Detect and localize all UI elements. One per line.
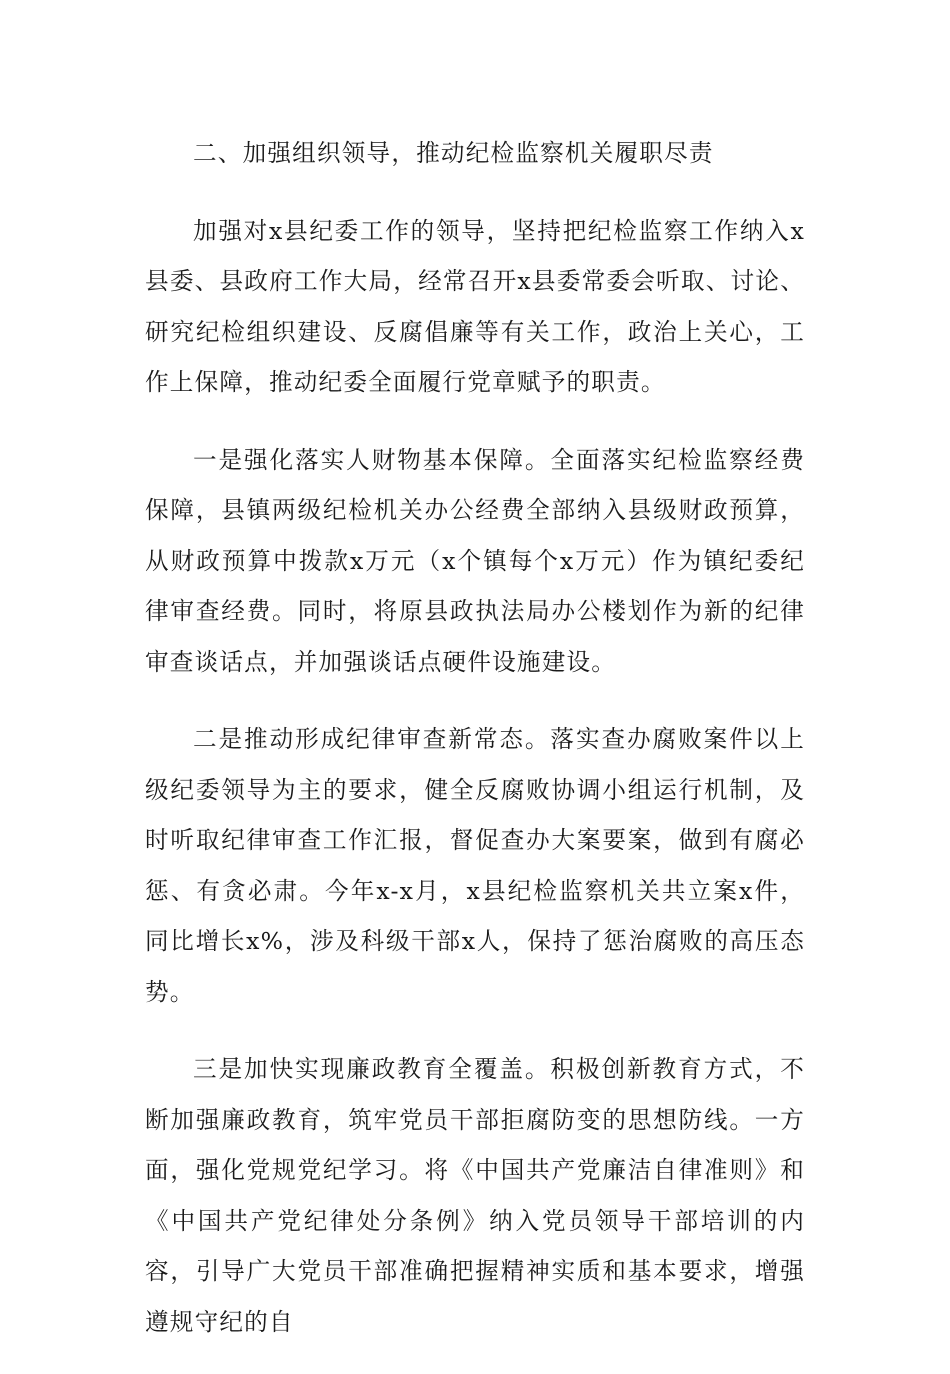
paragraph-point-two: 二是推动形成纪律审查新常态。落实查办腐败案件以上级纪委领导为主的要求，健全反腐败协调小组运行机制，及时听取纪律审查工作汇报，督促查办大案要案，做到有腐必惩、有贪必肃。今年x-x月，x县纪检监察机关共立案x件，同比增长x%，涉及科级干部x人，保持了惩治腐败的高压态势。 (145, 725, 805, 1006)
paragraph-point-one: 一是强化落实人财物基本保障。全面落实纪检监察经费保障，县镇两级纪检机关办公经费全部纳入县级财政预算，从财政预算中拨款x万元（x个镇每个x万元）作为镇纪委纪律审查经费。同时，将原县政执法局办公楼划作为新的纪律审查谈话点，并加强谈话点硬件设施建设。 (145, 445, 805, 676)
section-heading: 二、加强组织领导，推动纪检监察机关履职尽责 (193, 139, 714, 167)
document-body (145, 128, 805, 1374)
paragraph-point-three: 三是加快实现廉政教育全覆盖。积极创新教育方式，不断加强廉政教育，筑牢党员干部拒腐防变的思想防线。一方面，强化党规党纪学习。将《中国共产党廉洁自律准则》和《中国共产党纪律处分条例》纳入党员领导干部培训的内容，引导广大党员干部准确把握精神实质和基本要求，增强遵规守纪的自 (145, 1055, 805, 1336)
paragraph-intro: 加强对x县纪委工作的领导，坚持把纪检监察工作纳入x县委、县政府工作大局，经常召开x县委常委会听取、讨论、研究纪检组织建设、反腐倡廉等有关工作，政治上关心，工作上保障，推动纪委全面履行党章赋予的职责。 (145, 216, 805, 396)
